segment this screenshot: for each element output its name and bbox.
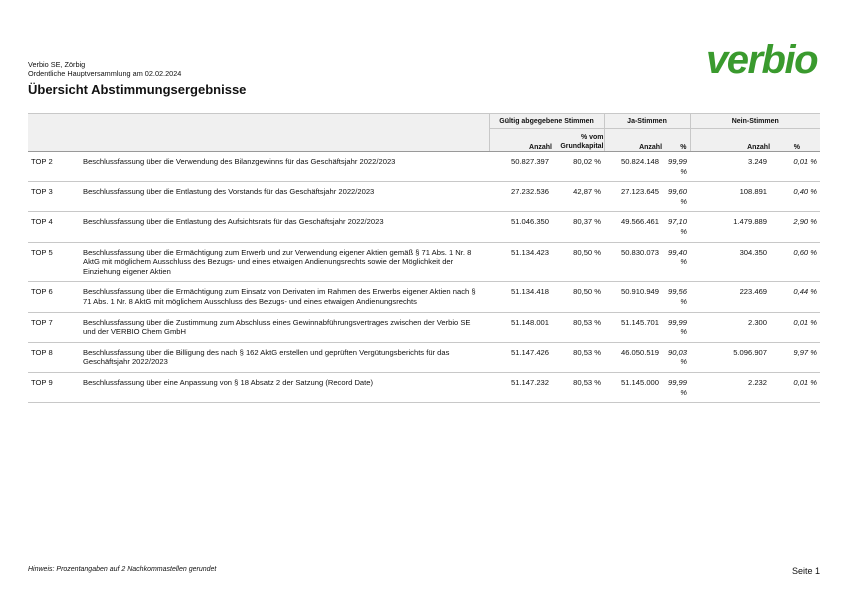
cell-yes-count: 50.910.949: [604, 282, 662, 312]
cell-valid-pct: 80,50 %: [552, 282, 604, 312]
cell-desc: Beschlussfassung über die Ermächtigung zum Erwerb und zur Verwendung eigener Aktien gemäß § 71 Abs. 1 Nr. 8 AktG mit möglichem Ausschluss des Bezugs- und eines etwaigen Andienungsrechts sowie der Möglichkeit der Einziehung eigener Aktien: [80, 242, 489, 282]
cell-no-count: 223.469: [690, 282, 770, 312]
cell-yes-pct: 99,99 %: [662, 372, 690, 402]
table-body: [28, 152, 820, 403]
cell-yes-count: 51.145.000: [604, 372, 662, 402]
header-valid-pct: [552, 129, 604, 152]
cell-valid-pct: 80,53 %: [552, 312, 604, 342]
table-row: [28, 152, 820, 182]
cell-desc: Beschlussfassung über die Ermächtigung zum Einsatz von Derivaten im Rahmen des Erwerbs eigener Aktien nach § 71 Abs. 1 Nr. 8 AktG mit möglichem Ausschluss des Bezugs- und eines etwaigen Andienungsrechts: [80, 282, 489, 312]
cell-no-count: 108.891: [690, 182, 770, 212]
cell-desc: Beschlussfassung über die Zustimmung zum Abschluss eines Gewinnabführungsvertrages zwischen der Verbio SE und der VERBIO Chem GmbH: [80, 312, 489, 342]
header-no-count: Anzahl: [690, 129, 770, 152]
cell-top: TOP 7: [28, 312, 80, 342]
cell-no-count: 2.300: [690, 312, 770, 342]
cell-valid-count: 50.827.397: [489, 152, 552, 182]
table-row: [28, 212, 820, 242]
cell-no-count: 2.232: [690, 372, 770, 402]
table-row: [28, 182, 820, 212]
page-title: Übersicht Abstimmungsergebnisse: [28, 82, 247, 97]
header-no-pct: %: [770, 129, 820, 152]
cell-yes-pct: 99,99 %: [662, 312, 690, 342]
cell-desc: Beschlussfassung über die Verwendung des Bilanzgewinns für das Geschäftsjahr 2022/2023: [80, 152, 489, 182]
cell-top: TOP 8: [28, 342, 80, 372]
cell-valid-count: 27.232.536: [489, 182, 552, 212]
header-yes-pct: %: [662, 129, 690, 152]
table-row: [28, 342, 820, 372]
table-header-columns: [28, 129, 820, 152]
cell-no-count: 304.350: [690, 242, 770, 282]
table-row: [28, 312, 820, 342]
cell-desc: Beschlussfassung über eine Anpassung von § 18 Absatz 2 der Satzung (Record Date): [80, 372, 489, 402]
cell-valid-count: 51.134.423: [489, 242, 552, 282]
cell-yes-pct: 99,40 %: [662, 242, 690, 282]
cell-yes-pct: 99,56 %: [662, 282, 690, 312]
header-empty-sub: [28, 129, 489, 152]
cell-yes-count: 49.566.461: [604, 212, 662, 242]
cell-no-pct: 0,60 %: [770, 242, 820, 282]
cell-yes-count: 27.123.645: [604, 182, 662, 212]
cell-valid-count: 51.147.426: [489, 342, 552, 372]
header-pct-line2: Grundkapital: [560, 142, 604, 150]
cell-no-pct: 0,01 %: [770, 312, 820, 342]
cell-top: TOP 3: [28, 182, 80, 212]
table-row: [28, 282, 820, 312]
cell-valid-pct: 80,02 %: [552, 152, 604, 182]
meeting-name: Ordentliche Hauptversammlung am 02.02.2024: [28, 69, 182, 78]
cell-valid-pct: 80,50 %: [552, 242, 604, 282]
header-yes-votes: Ja-Stimmen: [604, 114, 690, 129]
cell-yes-pct: 99,60 %: [662, 182, 690, 212]
cell-top: TOP 9: [28, 372, 80, 402]
header-valid-votes: Gültig abgegebene Stimmen: [489, 114, 604, 129]
header-yes-count: Anzahl: [604, 129, 662, 152]
cell-top: TOP 4: [28, 212, 80, 242]
voting-results-table: [28, 113, 820, 403]
cell-valid-pct: 42,87 %: [552, 182, 604, 212]
company-name: Verbio SE, Zörbig: [28, 60, 86, 69]
cell-no-pct: 0,01 %: [770, 152, 820, 182]
header-no-votes: Nein-Stimmen: [690, 114, 820, 129]
cell-no-count: 5.096.907: [690, 342, 770, 372]
cell-no-pct: 2,90 %: [770, 212, 820, 242]
table-row: [28, 372, 820, 402]
cell-yes-pct: 90,03 %: [662, 342, 690, 372]
logo-text: verbio: [706, 38, 818, 78]
cell-valid-count: 51.148.001: [489, 312, 552, 342]
cell-valid-pct: 80,53 %: [552, 372, 604, 402]
table-header-groups: [28, 114, 820, 129]
cell-no-pct: 9,97 %: [770, 342, 820, 372]
cell-yes-pct: 99,99 %: [662, 152, 690, 182]
company-info: [28, 60, 181, 78]
page-number: Seite 1: [791, 566, 820, 576]
cell-valid-pct: 80,37 %: [552, 212, 604, 242]
cell-yes-count: 51.145.701: [604, 312, 662, 342]
cell-no-pct: 0,44 %: [770, 282, 820, 312]
cell-valid-pct: 80,53 %: [552, 342, 604, 372]
cell-valid-count: 51.134.418: [489, 282, 552, 312]
cell-top: TOP 5: [28, 242, 80, 282]
cell-top: TOP 2: [28, 152, 80, 182]
cell-desc: Beschlussfassung über die Entlastung des Vorstands für das Geschäftsjahr 2022/2023: [80, 182, 489, 212]
cell-top: TOP 6: [28, 282, 80, 312]
cell-yes-count: 50.830.073: [604, 242, 662, 282]
verbio-logo: [704, 38, 822, 78]
cell-yes-pct: 97,10 %: [662, 212, 690, 242]
cell-desc: Beschlussfassung über die Entlastung des Aufsichtsrats für das Geschäftsjahr 2022/2023: [80, 212, 489, 242]
header-pct-line1: % vom: [580, 134, 604, 141]
cell-desc: Beschlussfassung über die Billigung des nach § 162 AktG erstellen und geprüften Vergütungsberichts für das Geschäftsjahr 2022/2023: [80, 342, 489, 372]
cell-valid-count: 51.147.232: [489, 372, 552, 402]
cell-no-pct: 0,40 %: [770, 182, 820, 212]
footnote: Hinweis: Prozentangaben auf 2 Nachkommastellen gerundet: [28, 566, 217, 573]
cell-no-count: 3.249: [690, 152, 770, 182]
cell-yes-count: 46.050.519: [604, 342, 662, 372]
table-row: [28, 242, 820, 282]
header-valid-count: Anzahl: [489, 129, 552, 152]
cell-yes-count: 50.824.148: [604, 152, 662, 182]
header-empty: [28, 114, 489, 129]
cell-no-count: 1.479.889: [690, 212, 770, 242]
cell-no-pct: 0,01 %: [770, 372, 820, 402]
cell-valid-count: 51.046.350: [489, 212, 552, 242]
